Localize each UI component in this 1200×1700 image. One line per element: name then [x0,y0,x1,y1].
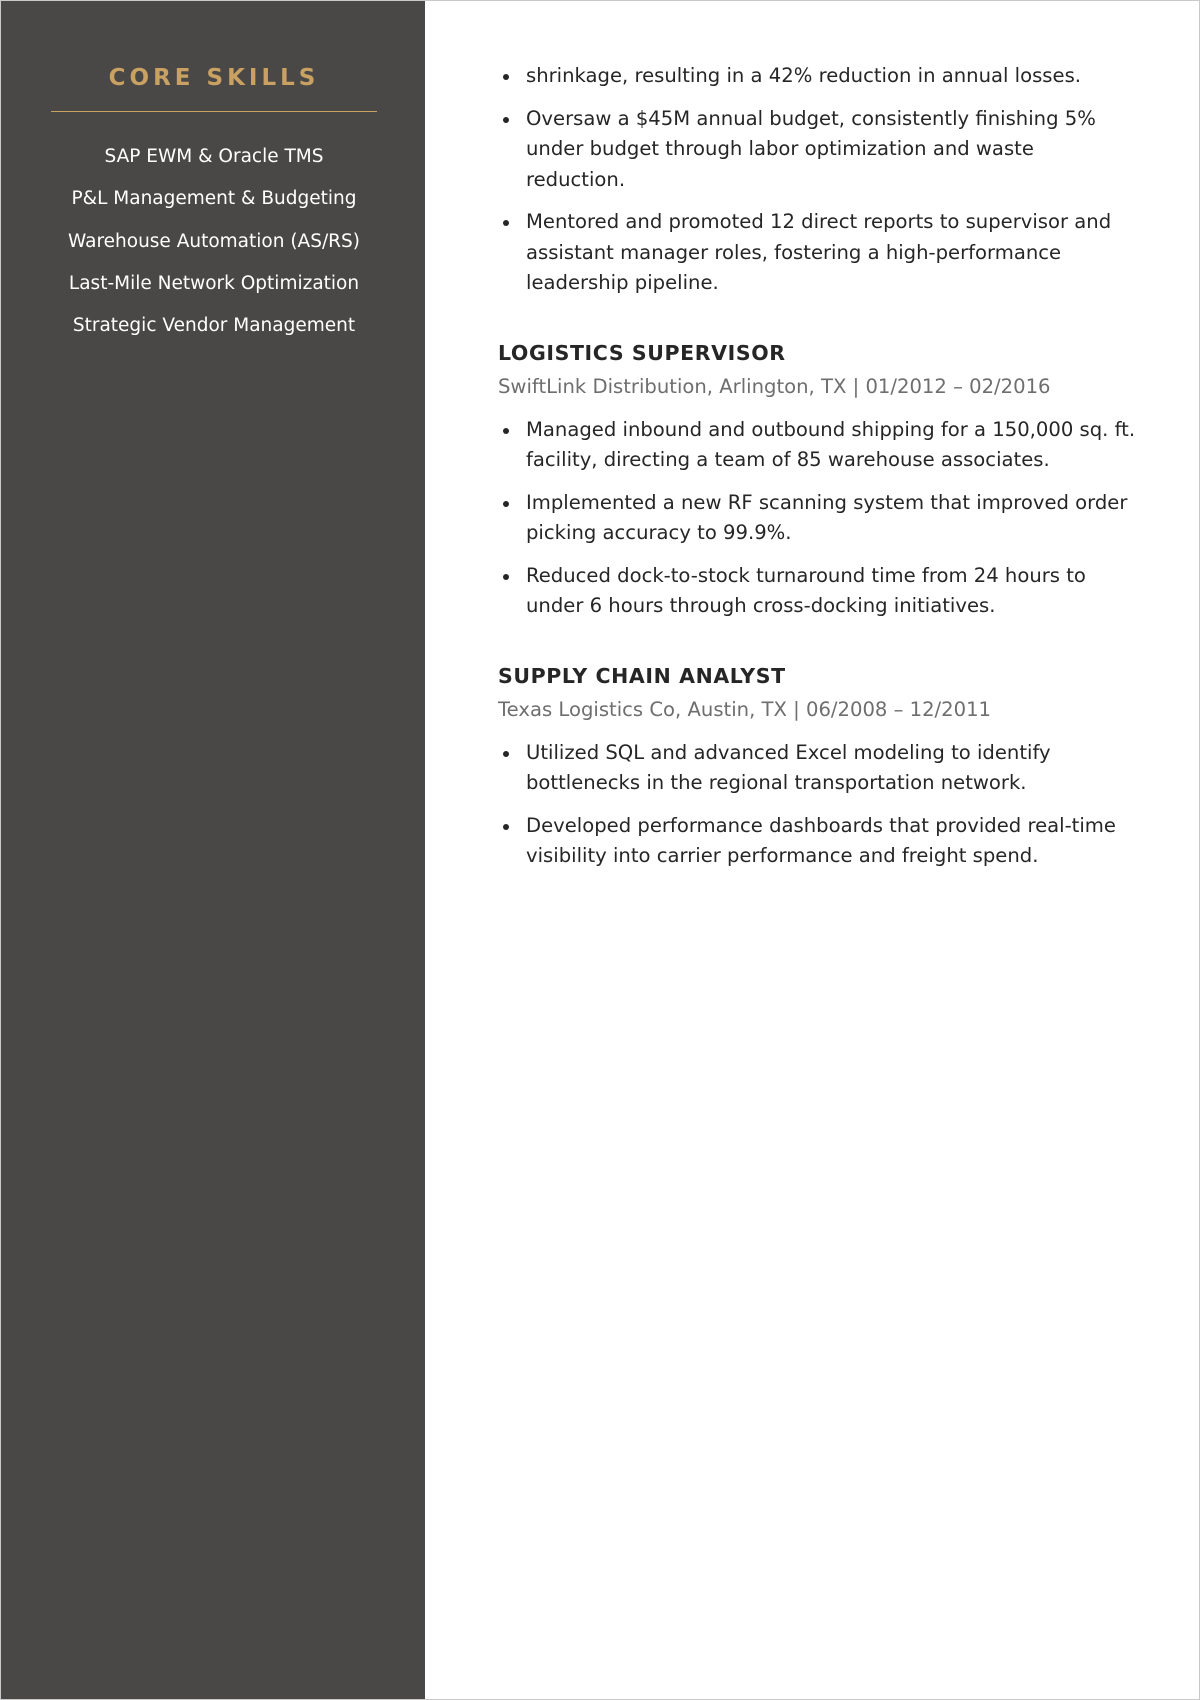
bullet-item: Developed performance dashboards that provided real-time visibility into carrier performance and freight spend. [498,811,1138,872]
heading-divider [51,111,377,112]
continued-bullet-list [498,61,1138,299]
job-company-dates: SwiftLink Distribution, Arlington, TX | 01/2012 – 02/2016 [498,374,1051,398]
skills-list [31,143,397,354]
bullet-item: Oversaw a $45M annual budget, consistently finishing 5% under budget through labor optimization and waste reduction. [498,104,1138,196]
job-supply-chain-analyst [498,662,1138,872]
bullet-item: Utilized SQL and advanced Excel modeling to identify bottlenecks in the regional transportation network. [498,738,1138,799]
job-title: SUPPLY CHAIN ANALYST [498,663,786,688]
core-skills-heading: CORE SKILLS [108,65,320,91]
sidebar [1,1,425,1699]
bullet-item: shrinkage, resulting in a 42% reduction in annual losses. [498,61,1138,92]
skill-item: Last-Mile Network Optimization [68,272,360,294]
bullet-item: Mentored and promoted 12 direct reports to supervisor and assistant manager roles, fostering a high-performance leadership pipeline. [498,207,1138,299]
bullet-item: Implemented a new RF scanning system that improved order picking accuracy to 99.9%. [498,488,1138,549]
job-logistics-supervisor [498,339,1138,622]
job-bullet-list [498,738,1138,872]
job-company-dates: Texas Logistics Co, Austin, TX | 06/2008 – 12/2011 [498,697,992,721]
job-bullet-list [498,415,1138,622]
skill-item: Strategic Vendor Management [72,315,356,337]
bullet-item: Managed inbound and outbound shipping for a 150,000 sq. ft. facility, directing a team of 85 warehouse associates. [498,415,1138,476]
job-title: LOGISTICS SUPERVISOR [498,340,786,365]
skill-item: SAP EWM & Oracle TMS [104,146,324,167]
skill-item: Warehouse Automation (AS/RS) [68,230,360,252]
experience-content [498,61,1138,884]
skill-item: P&L Management & Budgeting [71,188,357,210]
bullet-item: Reduced dock-to-stock turnaround time from 24 hours to under 6 hours through cross-docking initiatives. [498,561,1138,622]
